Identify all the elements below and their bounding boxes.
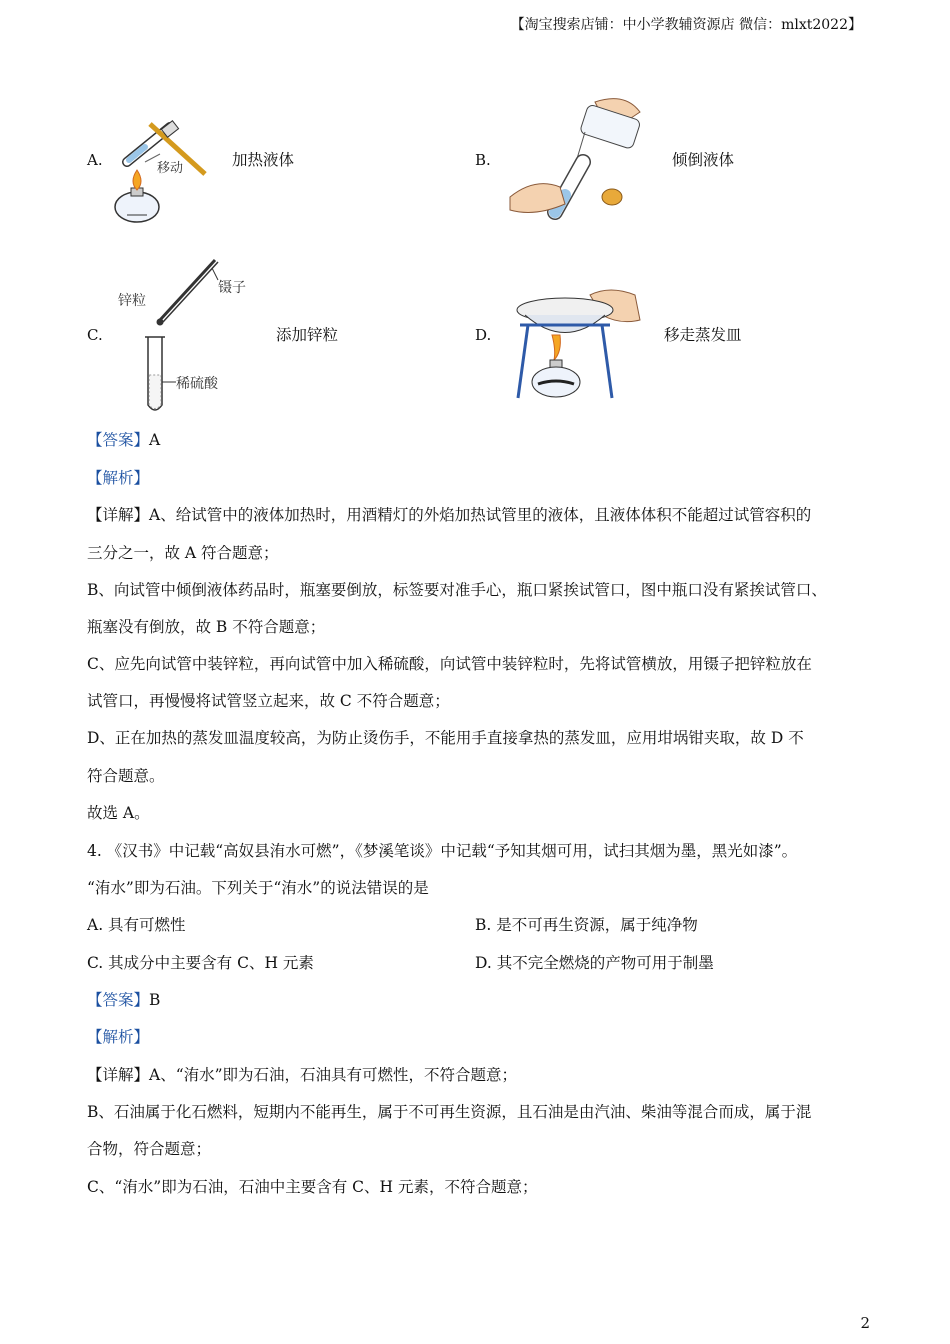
q4-answer-line xyxy=(87,990,160,1010)
q3-line-0: A、给试管中的液体加热时，用酒精灯的外焰加热试管里的液体，且液体体积不能超过试管容积的 xyxy=(149,506,812,524)
q4-answer-tag: 【答案】 xyxy=(87,991,150,1009)
q4-stem-line-2: “洧水”即为石油。下列关于“洧水”的说法错误的是 xyxy=(87,879,429,897)
adding-zinc-figure xyxy=(110,250,265,415)
evaporating-dish-figure xyxy=(510,280,650,410)
q4-line-0: A、“洧水”即为石油，石油具有可燃性，不符合题意； xyxy=(149,1066,518,1084)
pouring-liquid-figure xyxy=(505,92,650,247)
q3-answer: A xyxy=(149,431,161,449)
option-a-caption: 加热液体 xyxy=(232,151,295,169)
q3-line-5: 试管口，再慢慢将试管竖立起来，故 C 不符合题意； xyxy=(87,692,450,710)
q3-line-2: B、向试管中倾倒液体药品时，瓶塞要倒放，标签要对准手心，瓶口紧挨试管口，图中瓶口没有紧挨试管口、 xyxy=(87,581,827,599)
q4-line-2: 合物，符合题意； xyxy=(87,1140,212,1158)
q3-answer-tag: 【答案】 xyxy=(87,431,150,449)
q4-answer: B xyxy=(149,991,161,1009)
q4-detail-tag: 【详解】 xyxy=(87,1066,150,1084)
option-a-letter: A. xyxy=(87,151,103,169)
q4-analysis-tag: 【解析】 xyxy=(87,1028,150,1046)
option-c-letter: C. xyxy=(87,326,103,344)
option-b-caption: 倾倒液体 xyxy=(672,151,735,169)
option-d-letter: D. xyxy=(475,326,492,344)
page-header: 【淘宝搜索店铺：中小学教辅资源店 微信：mlxt2022】 xyxy=(510,17,862,33)
option-c-caption: 添加锌粒 xyxy=(276,326,339,344)
heating-liquid-figure xyxy=(105,112,220,232)
q3-line-4: C、应先向试管中装锌粒，再向试管中加入稀硫酸，向试管中装锌粒时，先将试管横放，用镊子把锌粒放在 xyxy=(87,655,812,673)
q3-line-6: D、正在加热的蒸发皿温度较高，为防止烫伤手，不能用手直接拿热的蒸发皿，应用坩埚钳夹取，故 D 不 xyxy=(87,729,804,747)
zinc-label: 锌粒 xyxy=(118,293,146,309)
q4-detail-line-0 xyxy=(87,1065,517,1085)
page-number: 2 xyxy=(860,1314,870,1332)
move-label: 移动 xyxy=(157,161,184,176)
option-d-caption: 移走蒸发皿 xyxy=(664,326,742,344)
q4-option-d: D. 其不完全燃烧的产物可用于制墨 xyxy=(475,954,714,972)
acid-label: 稀硫酸 xyxy=(176,376,218,392)
q3-line-8: 故选 A。 xyxy=(87,804,150,822)
q4-option-c: C. 其成分中主要含有 C、H 元素 xyxy=(87,954,314,972)
q4-stem-line-1: 4. 《汉书》中记载“高奴县洧水可燃”，《梦溪笔谈》中记载“予知其烟可用，试扫其烟为墨，黑光如漆”。 xyxy=(87,842,798,860)
q3-answer-line xyxy=(87,430,160,450)
q3-line-1: 三分之一，故 A 符合题意； xyxy=(87,544,279,562)
q3-line-3: 瓶塞没有倒放，故 B 不符合题意； xyxy=(87,618,326,636)
q3-analysis-tag: 【解析】 xyxy=(87,469,150,487)
q4-line-3: C、“洧水”即为石油，石油中主要含有 C、H 元素，不符合题意； xyxy=(87,1178,538,1196)
q3-detail-tag: 【详解】 xyxy=(87,506,150,524)
option-b-letter: B. xyxy=(475,151,491,169)
q4-option-a: A. 具有可燃性 xyxy=(87,916,186,934)
q3-detail-line-0 xyxy=(87,505,811,525)
q3-line-7: 符合题意。 xyxy=(87,767,165,785)
q4-line-1: B、石油属于化石燃料，短期内不能再生，属于不可再生资源，且石油是由汽油、柴油等混合而成，属于混 xyxy=(87,1103,812,1121)
tweezers-label: 镊子 xyxy=(218,280,246,296)
q4-option-b: B. 是不可再生资源，属于纯净物 xyxy=(475,916,698,934)
